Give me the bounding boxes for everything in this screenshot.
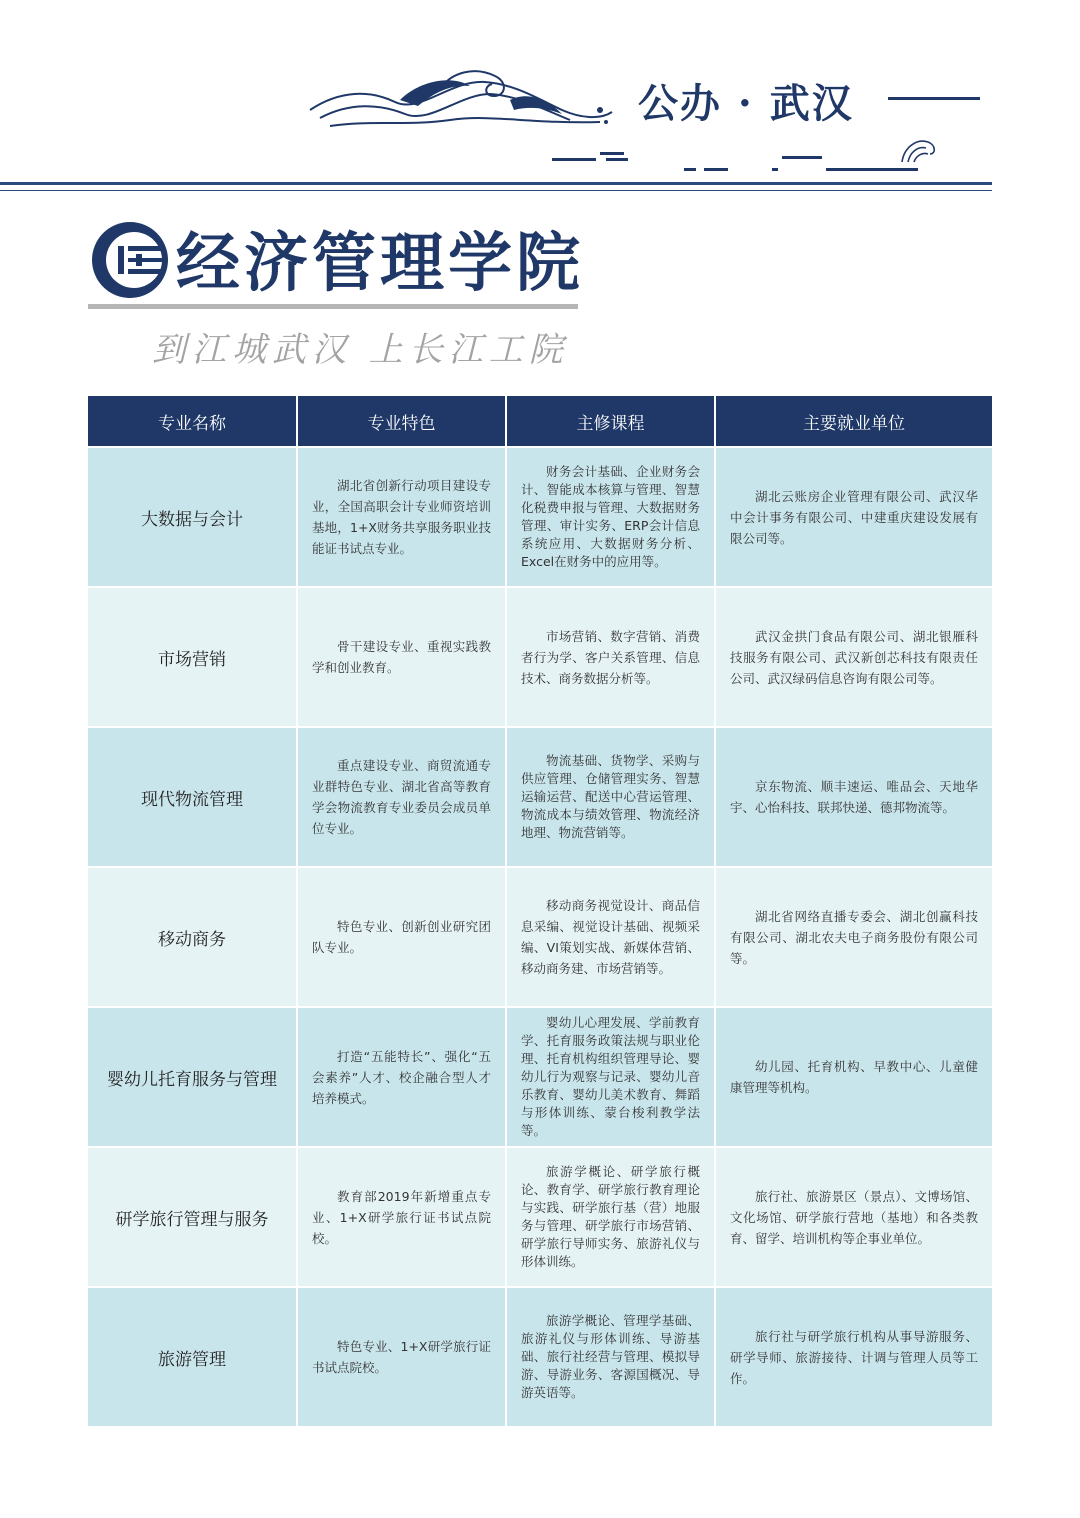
major-courses: 旅游学概论、研学旅行概论、教育学、研学旅行教育理论与实践、研学旅行基（营）地服务与管理、研学旅行市场营销、研学旅行导师实务、旅游礼仪与形体训练。 [506,1147,715,1287]
major-courses: 旅游学概论、管理学基础、旅游礼仪与形体训练、导游基础、旅行社经营与管理、模拟导游、导游业务、客源国概况、导游英语等。 [506,1287,715,1426]
major-employers: 武汉金拱门食品有限公司、湖北银雁科技服务有限公司、武汉新创芯科技有限责任公司、武汉绿码信息咨询有限公司等。 [715,587,992,727]
table-header-row [88,396,992,447]
header-title: 公办 · 武汉 [638,80,854,127]
column-header-employers: 主要就业单位 [715,396,992,447]
major-employers: 旅行社、旅游景区（景点）、文博场馆、文化场馆、研学旅行营地（基地）和各类教育、留学、培训机构等企事业单位。 [715,1147,992,1287]
major-feature: 湖北省创新行动项目建设专业，全国高职会计专业师资培训基地，1+X财务共享服务职业技能证书试点专业。 [297,447,506,587]
major-name: 现代物流管理 [88,727,297,867]
majors-table [88,396,992,1426]
major-courses: 市场营销、数字营销、消费者行为学、客户关系管理、信息技术、商务数据分析等。 [506,587,715,727]
column-header-courses: 主修课程 [506,396,715,447]
table-row [88,447,992,587]
major-courses: 财务会计基础、企业财务会计、智能成本核算与管理、智慧化税费申报与管理、大数据财务管理、审计实务、ERP会计信息系统应用、大数据财务分析、Excel在财务中的应用等。 [506,447,715,587]
column-header-feature: 专业特色 [297,396,506,447]
major-employers: 幼儿园、托育机构、早教中心、儿童健康管理等机构。 [715,1007,992,1147]
small-wave-icon [898,132,942,168]
table-row [88,1287,992,1426]
major-courses: 物流基础、货物学、采购与供应管理、仓储管理实务、智慧运输运营、配送中心营运管理、物流成本与绩效管理、物流经济地理、物流营销等。 [506,727,715,867]
major-feature: 特色专业、创新创业研究团队专业。 [297,867,506,1007]
college-title: 经济管理学院 [176,227,584,301]
table-row [88,1007,992,1147]
table-row [88,727,992,867]
table-row [88,1147,992,1287]
major-name: 大数据与会计 [88,447,297,587]
table-row [88,867,992,1007]
major-employers: 湖北云账房企业管理有限公司、武汉华中会计事务有限公司、中建重庆建设发展有限公司等。 [715,447,992,587]
header-divider [888,97,980,100]
major-employers: 京东物流、顺丰速运、唯品会、天地华宇、心怡科技、联邦快递、德邦物流等。 [715,727,992,867]
major-name: 婴幼儿托育服务与管理 [88,1007,297,1147]
major-name: 移动商务 [88,867,297,1007]
header-rule [0,182,992,185]
title-underline [88,304,578,309]
college-logo-icon [88,218,172,302]
major-name: 旅游管理 [88,1287,297,1426]
header-rule-thin [0,190,992,191]
major-feature: 重点建设专业、商贸流通专业群特色专业、湖北省高等教育学会物流教育专业委员会成员单位专业。 [297,727,506,867]
table-row [88,587,992,727]
column-header-major: 专业名称 [88,396,297,447]
major-employers: 旅行社与研学旅行机构从事导游服务、研学导师、旅游接待、计调与管理人员等工作。 [715,1287,992,1426]
major-feature: 教育部2019年新增重点专业、1+X研学旅行证书试点院校。 [297,1147,506,1287]
major-name: 研学旅行管理与服务 [88,1147,297,1287]
major-courses: 移动商务视觉设计、商品信息采编、视觉设计基础、视频采编、VI策划实战、新媒体营销、移动商务建、市场营销等。 [506,867,715,1007]
college-slogan: 到江城武汉 上长江工院 [152,330,569,370]
wave-decoration-icon [300,60,620,140]
major-feature: 特色专业、1+X研学旅行证书试点院校。 [297,1287,506,1426]
major-feature: 骨干建设专业、重视实践教学和创业教育。 [297,587,506,727]
major-courses: 婴幼儿心理发展、学前教育学、托育服务政策法规与职业伦理、托育机构组织管理导论、婴幼儿行为观察与记录、婴幼儿音乐教育、婴幼儿美术教育、舞蹈与形体训练、蒙台梭利教学法等。 [506,1007,715,1147]
major-name: 市场营销 [88,587,297,727]
major-employers: 湖北省网络直播专委会、湖北创赢科技有限公司、湖北农夫电子商务股份有限公司等。 [715,867,992,1007]
major-feature: 打造“五能特长”、强化“五会素养”人才、校企融合型人才培养模式。 [297,1007,506,1147]
